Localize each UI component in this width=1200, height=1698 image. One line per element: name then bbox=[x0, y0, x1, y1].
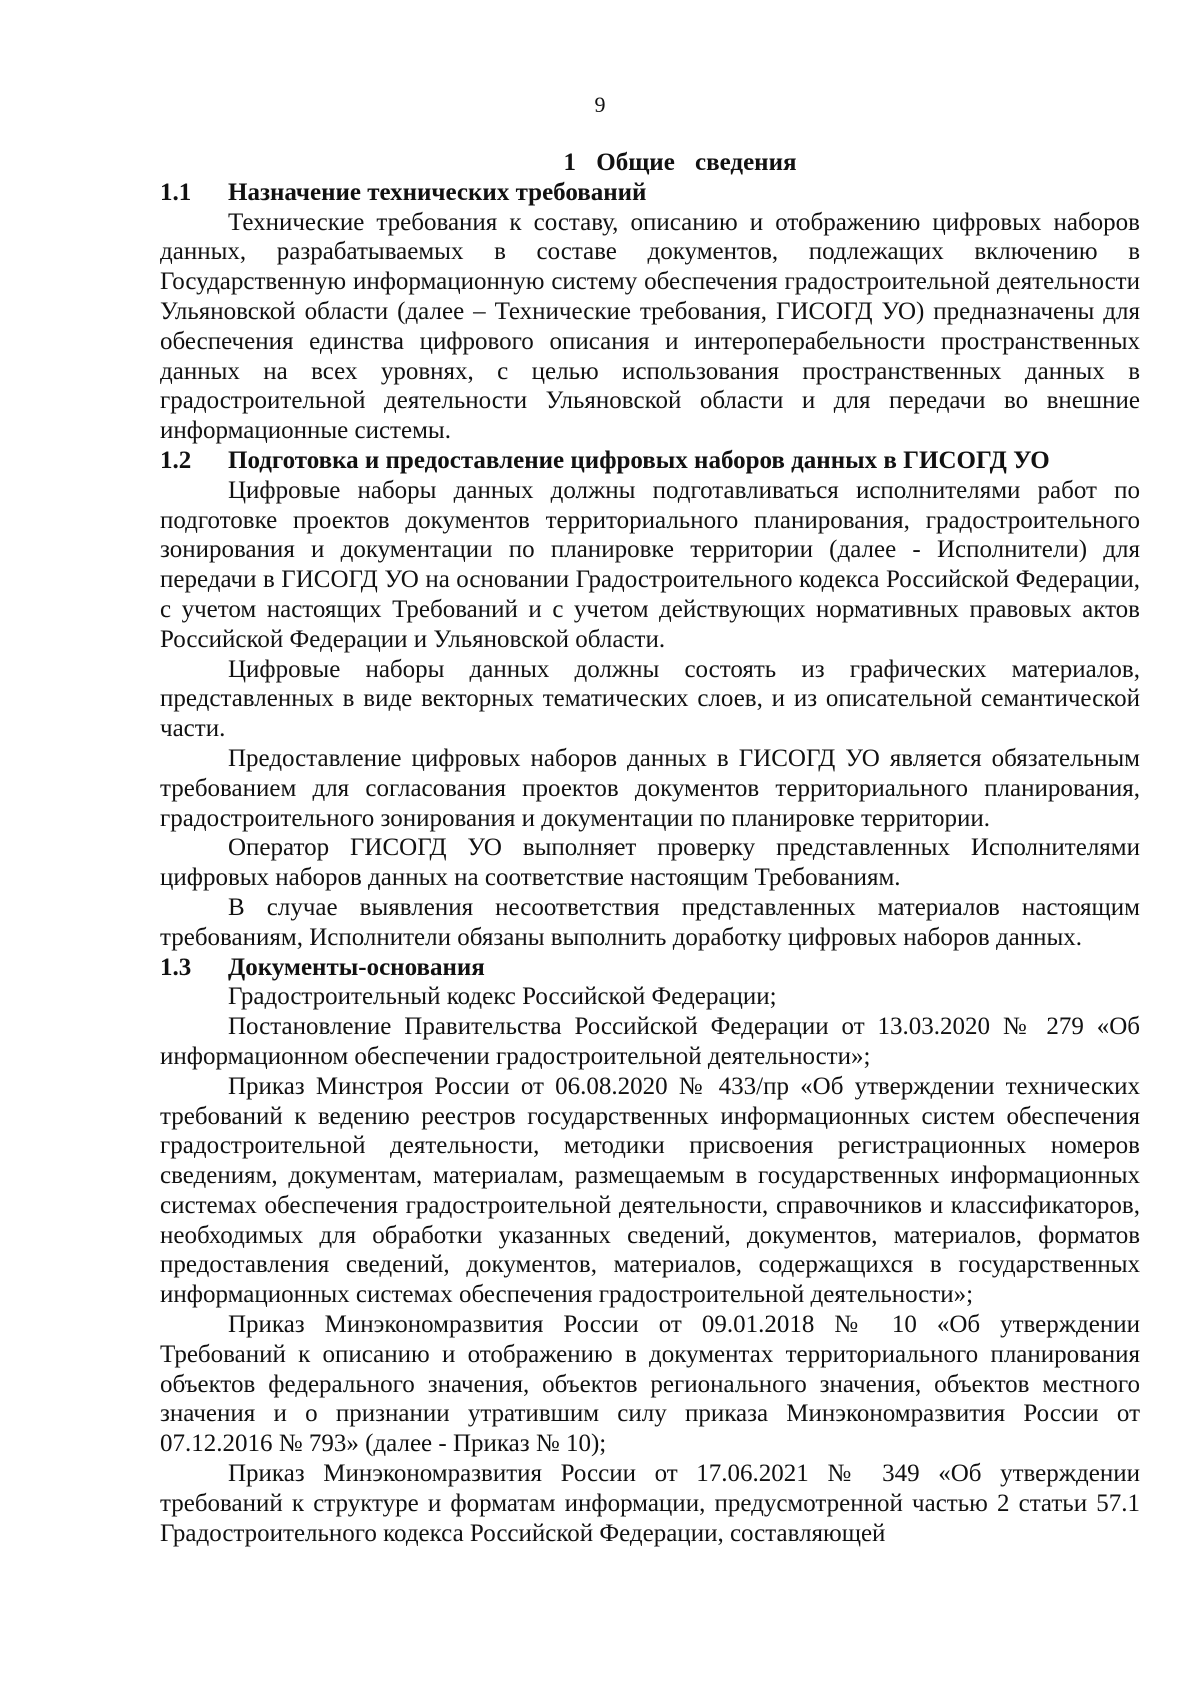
section-1-1-number: 1.1 bbox=[160, 178, 192, 206]
section-1-2-paragraph: Цифровые наборы данных должны состоять из графических материалов, представленных в виде векторных тематических слоев, и из описательной семантической части. bbox=[160, 655, 1140, 743]
section-1-2-paragraph: В случае выявления несоответствия представленных материалов настоящим требованиям, Исполнители обязаны выполнить доработку цифровых наборов данных. bbox=[160, 893, 1140, 951]
section-1-3-heading bbox=[160, 953, 1140, 983]
section-1-2-number: 1.2 bbox=[160, 446, 192, 474]
section-1-1-title: Назначение технических требований bbox=[228, 178, 647, 206]
section-1-heading bbox=[160, 148, 1140, 178]
section-1-title: Общие сведения bbox=[596, 149, 797, 176]
section-1-3-paragraph: Постановление Правительства Российской Федерации от 13.03.2020 № 279 «Об информационном обеспечении градостроительной деятельности»; bbox=[160, 1013, 1140, 1070]
section-1-3-paragraph: Приказ Минстроя России от 06.08.2020 № 433/пр «Об утверждении технических требований к ведению реестров государственных информационных систем обеспечения градостроительной деятельности, методики присвоения регистрационных номеров сведениям, документам, материалам, размещаемым в государственных информационных системах обеспечения градостроительной деятельности, справочников и классификаторов, необходимых для обработки указанных сведений, документов, материалов, форматов предоставления сведений, документов, материалов, содержащихся в государственных информационных системах обеспечения градостроительной деятельности»; bbox=[160, 1072, 1140, 1309]
document-body bbox=[160, 148, 1140, 1548]
section-1-2-title: Подготовка и предоставление цифровых наборов данных в ГИСОГД УО bbox=[228, 446, 1050, 474]
section-1-3-paragraph: Приказ Минэкономразвития России от 17.06.2021 № 349 «Об утверждении требований к структуре и форматам информации, предусмотренной частью 2 статьи 57.1 Градостроительного кодекса Российской Федерации, составляющей bbox=[160, 1460, 1140, 1547]
section-1-2-paragraph: Оператор ГИСОГД УО выполняет проверку представленных Исполнителями цифровых наборов данных на соответствие настоящим Требованиям. bbox=[160, 834, 1140, 892]
section-1-1-paragraph: Технические требования к составу, описанию и отображению цифровых наборов данных, разрабатываемых в составе документов, подлежащих включению в Государственную информационную систему обеспечения градостроительной деятельности Ульяновской области (далее – Технические требования, ГИСОГД УО) предназначены для обеспечения единства цифрового описания и интероперабельности пространственных данных на всех уровнях, с целью использования пространственных данных в градостроительной деятельности Ульяновской области и для передачи во внешние информационные системы. bbox=[160, 208, 1140, 445]
section-1-3-paragraph: Приказ Минэкономразвития России от 09.01.2018 № 10 «Об утверждении Требований к описанию и отображению в документах территориального планирования объектов федерального значения, объектов регионального значения, объектов местного значения и о признании утратившим силу приказа Минэкономразвития России от 07.12.2016 № 793» (далее - Приказ № 10); bbox=[160, 1311, 1140, 1458]
section-1-2-paragraph: Предоставление цифровых наборов данных в ГИСОГД УО является обязательным требованием для согласования проектов документов территориального планирования, градостроительного зонирования и документации по планировке территории. bbox=[160, 744, 1140, 832]
section-1-1-heading bbox=[160, 178, 1140, 208]
section-1-2-heading bbox=[160, 446, 1140, 476]
section-1-3-paragraph: Градостроительный кодекс Российской Федерации; bbox=[228, 983, 777, 1011]
section-1-3-title: Документы-основания bbox=[228, 953, 485, 981]
section-1-3-number: 1.3 bbox=[160, 953, 192, 981]
section-1-2-paragraph: Цифровые наборы данных должны подготавливаться исполнителями работ по подготовке проектов документов территориального планирования, градостроительного зонирования и документации по планировке территории (далее - Исполнители) для передачи в ГИСОГД УО на основании Градостроительного кодекса Российской Федерации, с учетом настоящих Требований и с учетом действующих нормативных правовых актов Российской Федерации и Ульяновской области. bbox=[160, 476, 1140, 653]
section-1-number: 1 bbox=[563, 149, 576, 176]
page-number: 9 bbox=[594, 92, 606, 117]
